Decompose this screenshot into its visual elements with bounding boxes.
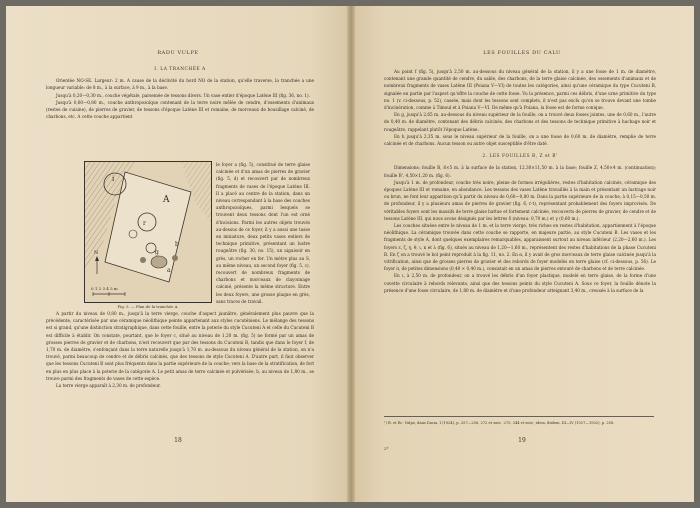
paragraph: le foyer a (fig. 5), constitué de terre glaise calcinée et d'un amas de pierres de gravier (fig. 5, d) et recouvert par de nombreux fragments de vases de l'époque Latène III. Il a placé au centre de la station, dans un niveau correspondant à la base des couches anthropozoïques, parmi lesquels se trouvent deux tessons dont l'un est orné d'incisions. Parmi les autres objets trouvés au-dessus de ce foyer, il y a aussi une tasse en miniature, deux petits vases entiers de technique primitive, présentant un lustre rougeâtre (fig. 30, no. 15), un aiguisoir en grès, un rocher en fer. Un mètre plus au S, au même niveau, un second foyer (fig. 5, c), recouvert de nombreux fragments de charbons et morceaux de clayonnage calciné, présente la même structure. Entre les deux foyers, une grosse plaque en grès, sans traces de travail. — [216, 162, 310, 304]
plan-drawing — [85, 162, 211, 302]
paragraph: Les couches situées entre le niveau de 1 m. et la terre vierge, très riches en restes d'habitation, appartiennent à l'époque néolithique. La céramique trouvée dans cette couche se rapporte, en majeure partie, au style Cucuteni B. Les vases et les fragments de style A, dont quelques exemplaires remarquables, apparaissent surtout au niveau inférieur (2,20—2,60 m.). Les foyers ε, ζ, η, θ, ι, κ et λ (fig. 6), situés au niveau de 1,20—1,60 m., représentent des restes d'habitations de la phase Cucuteni B. En ζ on a trouvé le bol peint reproduit à la fig. 11, no. 2. En α, il y avait de gros morceaux de terre glaise calcinée jusqu'à la vitrification, ainsi que de grosses pierres de gravier et des rebords de foyer modelés en terre glaise (cf. ci-dessous, p. 56). Le foyer π, de petites dimensions (0,40 × 0,40 m.), consistait en un amas de pierres entouré de charbons et de terre calcinée. — [384, 223, 656, 272]
paragraph: En ι, à 2,50 m. de profondeur, on a trouvé les débris d'un foyer plastique, modelé en terre glaise, de la forme d'une cuvette circulaire à rebords relevants, ainsi que des tessons peints du style Cucuteni A. Sous ce foyer, la fouille dénote la présence d'une fosse circulaire, de 1,80 m. de diamètre et d'une profondeur atteignant 3,40 m., creusée à la surface de la — [384, 273, 656, 293]
fig-scale-label: 0 1 2 3 4 5 m — [91, 286, 118, 291]
fig-label-N: N — [94, 250, 99, 256]
right-page — [350, 6, 694, 502]
paragraph: La terre vierge apparaît à 2,30 m. de profondeur. — [56, 383, 161, 389]
paragraph: A partir du niveau de 0,80 m., jusqu'à la terre vierge, couche d'aspect jaunâtre, généralement plus pauvre que la précédente, caractérisée par une céramique néolithique peinte appartenant aux styles cucuténiens. Le mélange des tessons est si grand, qu'une distinction stratigraphique, dans cette fouille, entre la poterie du style Cucuteni A et celle du Cucuteni B est difficile à établir. On constate, pourtant, que le foyer c, situé au niveau de 1,20 m. (fig. 5) ne formé par un amas de grosses pierres de gravier et de charbons, n'est recouvert que par des tessons du Cucuteni B, tandis que dans le foyer f, de 1,70 m. de diamètre, s'enfonçant dans la terre naturelle jusqu'à 1,70 m. au-dessous du niveau général de la station, on n'a trouvé, parmi beaucoup de cendre et de débris calcinés, que des tessons de style Cucuteni A. D'autre part, il faut observer que les tessons Cucuteni B sont plus fréquents dans la partie supérieure de la couche; vers la base de la stratification, de fort en plus en plus place à la poterie de la catégorie A. Le petit amas de terre calcinée et pulvérisée, b, au niveau de 1,80 m., se trouve parmi des fragments de vases de cette espèce. — [46, 311, 314, 381]
fig-label-A: A — [163, 195, 170, 205]
fig-label-b: b — [175, 241, 179, 248]
fig-label-r: r — [143, 220, 146, 227]
book-spread — [6, 6, 694, 502]
paragraph: En g, jusqu'à 2,65 m. au-dessous du niveau supérieur de la fouille, on a trouvé deux fosses jointes, une de 0,60 m., l'autre de 0,40 m. de diamètre, contenant des débris calcinés, des charbons et des tessons de technique primitive à hachage noir et rougeâtre, rappelant plutôt l'époque Latène. — [384, 112, 656, 132]
paragraph: Jusqu'à 0,60—0,80 m., couche anthropozoïque contenant de la terre noire mêlée de cendre, d'ossements d'animaux (restes de cuisine), de pierres de gravier, de tessons d'époque Latène III et romaine, de morceaux de bousillage calciné, de charbons, etc. A cette couche appartient — [46, 99, 314, 120]
section-title-right: 2. LES FOUILLES B, Z et B' — [482, 154, 558, 160]
fig-label-g: g — [155, 249, 159, 256]
left-text-bottom — [46, 310, 314, 389]
page-number-left: 18 — [174, 437, 182, 444]
right-text — [384, 68, 656, 294]
fig-label-a: a — [167, 267, 171, 274]
running-header-right: LES FOUILLES DU CALU — [483, 50, 561, 56]
paragraph: Jusqu'à 0,20—0,30 m., couche végétale, parsemée de tessons divers. Un vase entier d'époque Latène III (fig. 36, no. 1). — [56, 92, 310, 98]
signature-mark: 2* — [384, 446, 389, 451]
book-gutter — [347, 6, 355, 502]
running-header-left: RADU VULPE — [157, 50, 199, 56]
page-number-right: 19 — [518, 437, 526, 444]
left-text-top — [46, 64, 314, 120]
paragraph: En h jusqu'à 2,35 m. sous le niveau supérieur de la fouille, on a une fosse de 0,60 m. de diamètre, remplie de terre calcinée et de charbons. Aucun tesson ou autre objet susceptible d'être daté. — [384, 133, 656, 147]
fig-label-i: i — [112, 175, 115, 183]
paragraph: Jusqu'à 1 m. de profondeur, couche très noire, pleine de formes irrégulières, restes d'habitation calcinés, céramique des époques Latène III et romaine, en abondance. Les tessons des vases Latène travaillés à la main et présentant un lustrage noir ou brun, ne font leur apparition qu'à partir du niveau de 0,60—0,80 m. Dans la partie supérieure de la couche, à 0,15—0,50 m. de profondeur, il y a plusieurs amas de pierres de gravier (fig. 6, r-t), représentant probablement des foyers improvisés. De véritables foyers sont les massifs de terre glaise battue et fortement calcinée, recouverts de pierres de gravier, de cendre et de tessons Latène III, qui nous avons désignés par les lettres δ (niveau: 0,70 m.) et γ (0,60 m.). — [384, 179, 656, 221]
figure-caption: Fig. 5. — Plan de la tranchée A. — [117, 304, 179, 309]
paragraph: Dimensions: fouille B, 8×5 m. à la surface de la station, 12,30×11,50 m. à la base; fouille Z, 4,50×4 m. (continuation); fouille B', 4,50×1,20 m. (fig. 6). — [384, 165, 656, 178]
section-title-left: I. LA TRANCHÉE A — [154, 67, 206, 72]
paragraph: Orientée NO-SE. Largeur: 2 m. A cause de la déclivité du bord NO de la station, qu'elle traverse, la tranchée a une longueur variable: de 8 m., à la surface, à 9 m., à la base. — [46, 78, 314, 91]
figure-plan-trench-a — [84, 161, 212, 303]
feature-a — [151, 256, 167, 268]
left-page — [6, 6, 350, 502]
paragraph: Au point f (fig. 5), jusqu'à 2,50 m. au-dessous du niveau général de la station, il y a une fosse de 1 m. de diamètre, contenant une grande quantité de cendre, du sable, des charbons, de la terre glaise calcinée, des ossements d'animaux et de nombreux fragments de vases Latène III (Poiana V—VI) de toutes les catégories, ainsi qu'une céramique du type Cucuteni B, signalée en partie par l'aspect qu'offre la couche de cette fosse. Vu la présence, parmi ces débris, d'une urne primitive du type no. 1 (v. ci-dessous, p. 52), cassée, mais dont les tessons sont complets, il n'est pas exclu qu'on se trouve devant une tombe d'incinération, comme à Timoul et à Poiana V—VI. De même qu'à Poiana, la fosse est de forme conique. — [384, 69, 656, 111]
left-text-wrap — [216, 161, 310, 305]
footnote: ¹) R. et Ec. Vulpe, dans Dacia, I (1924), p. 257—258, 272 et suiv., 275, 344 et suiv.; idem, ibidem, III—IV (1927—1932), p. 258. — [384, 416, 654, 426]
